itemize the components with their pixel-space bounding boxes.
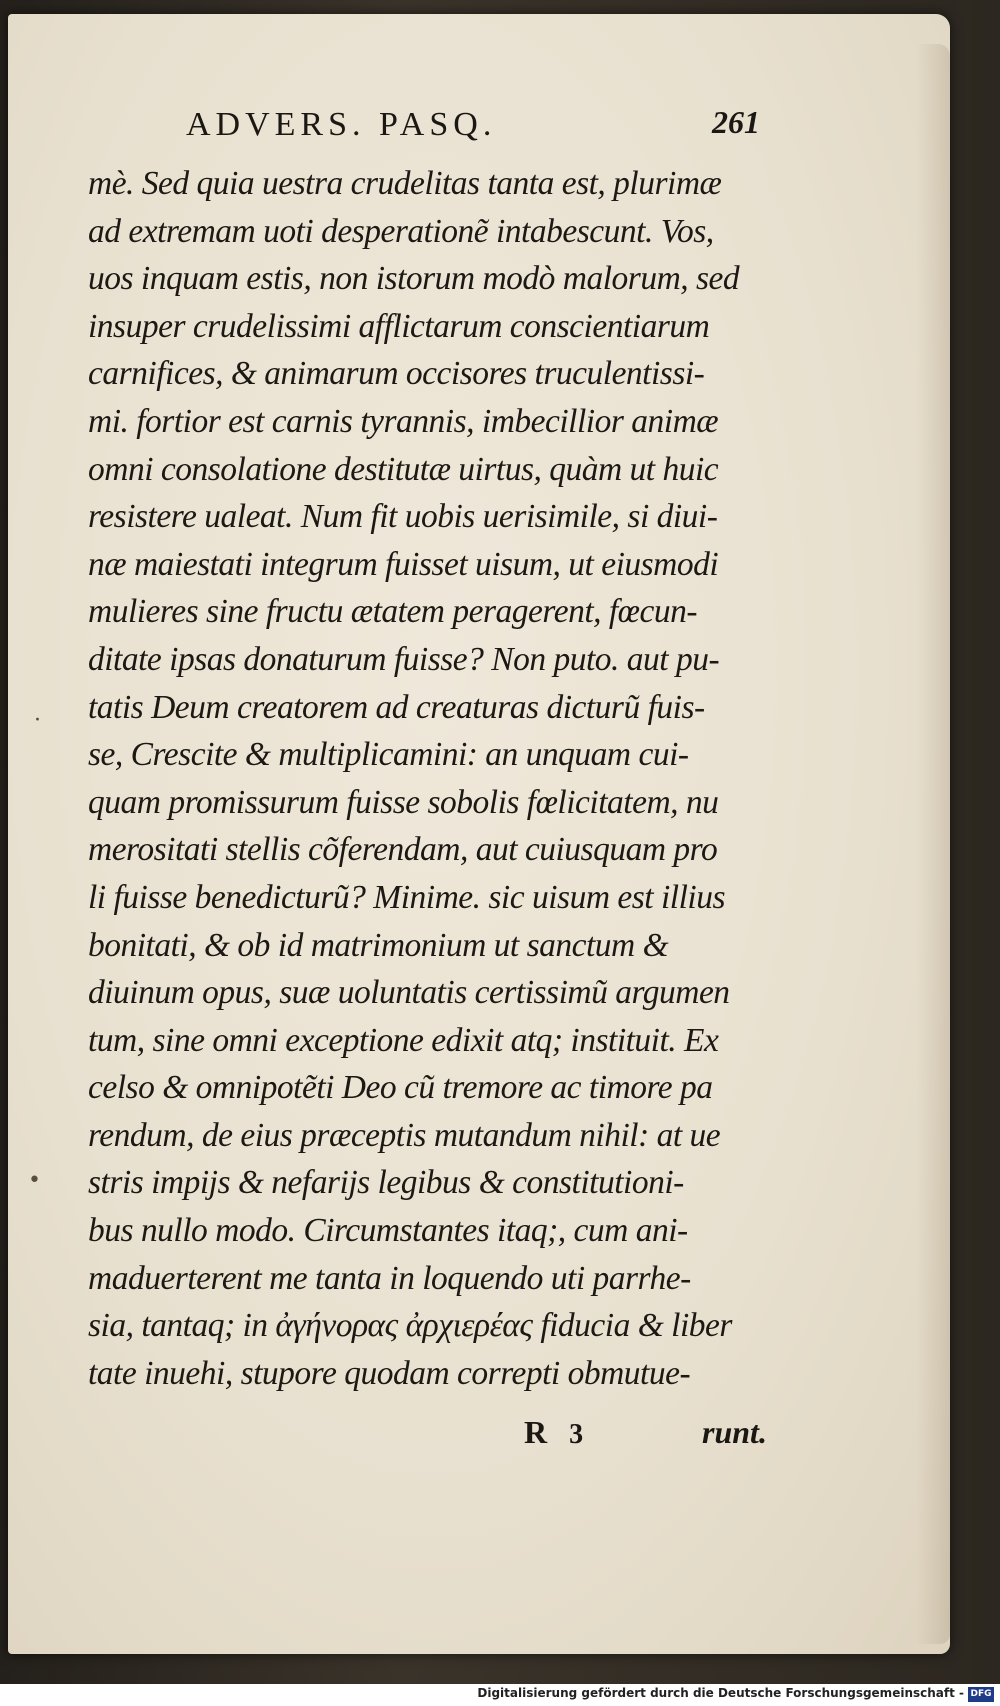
text-line: diuinum opus, suæ uoluntatis certissimũ argumen [88,974,730,1012]
margin-mark: · [34,708,41,733]
text-line: li fuisse benedicturũ? Minime. sic uisum est illius [88,878,725,916]
text-line: stris impijs & nefarijs legibus & constitutioni- [88,1164,684,1202]
text-line: ad extremam uoti desperationẽ intabescunt. Vos, [88,212,714,250]
text-line: næ maiestati integrum fuisset uisum, ut eiusmodi [88,545,719,583]
text-line: maduerterent me tanta in loquendo uti parrhe- [88,1259,691,1297]
text-line: merositati stellis cõferendam, aut cuiusquam pro [88,831,718,869]
text-line: tatis Deum creatorem ad creaturas dicturũ fuis- [88,688,705,726]
text-line: mulieres sine fructu ætatem peragerent, fœcun- [88,593,698,631]
signature-number: 3 [569,1419,584,1450]
text-line: rendum, de eius præceptis mutandum nihil: at ue [88,1116,721,1154]
text-line: resistere ualeat. Num fit uobis uerisimile, si diui- [88,498,718,536]
catchword: runt. [702,1414,767,1450]
digitization-footer [0,1684,1000,1706]
signature-mark [524,1414,583,1451]
page-number: 261 [712,104,760,140]
text-line: tate inuehi, stupore quodam correpti obmutue- [88,1354,691,1392]
text-line: uos inquam estis, non istorum modò malorum, sed [88,260,740,298]
text-line: se, Crescite & multiplicamini: an unquam cui- [88,736,689,774]
text-line: omni consolatione destitutæ uirtus, quàm ut huic [88,450,719,488]
text-line: celso & omnipotẽti Deo cũ tremore ac timore pa [88,1069,713,1107]
page-edge-shadow [916,44,950,1644]
text-line: ditate ipsas donaturum fuisse? Non puto. aut pu- [88,640,720,678]
signature-letter: R [524,1414,548,1450]
text-line: tum, sine omni exceptione edixit atq; instituit. Ex [88,1021,719,1059]
text-line: quam promissurum fuisse sobolis fœlicitatem, nu [88,783,719,821]
text-line: mi. fortior est carnis tyrannis, imbecillior animæ [88,402,719,440]
text-line: bus nullo modo. Circumstantes itaq;, cum ani- [88,1212,688,1250]
text-line: mè. Sed quia uestra crudelitas tanta est, plurimæ [88,165,722,202]
text-line: bonitati, & ob id matrimonium ut sanctum & [88,926,669,964]
text-line: insuper crudelissimi afflictarum conscientiarum [88,307,710,345]
text-line: carnifices, & animarum occisores truculentissi- [88,355,705,393]
margin-mark: • [28,1168,41,1193]
digitization-note: Digitalisierung gefördert durch die Deutsche Forschungsgemeinschaft - [477,1686,964,1700]
dfg-logo: DFG [968,1687,994,1702]
text-line: sia, tantaq; in ἀγήνορας ἀρχιερέας fiducia & liber [88,1307,732,1345]
body-text [88,160,788,1397]
running-head: ADVERS. PASQ. [186,106,497,143]
